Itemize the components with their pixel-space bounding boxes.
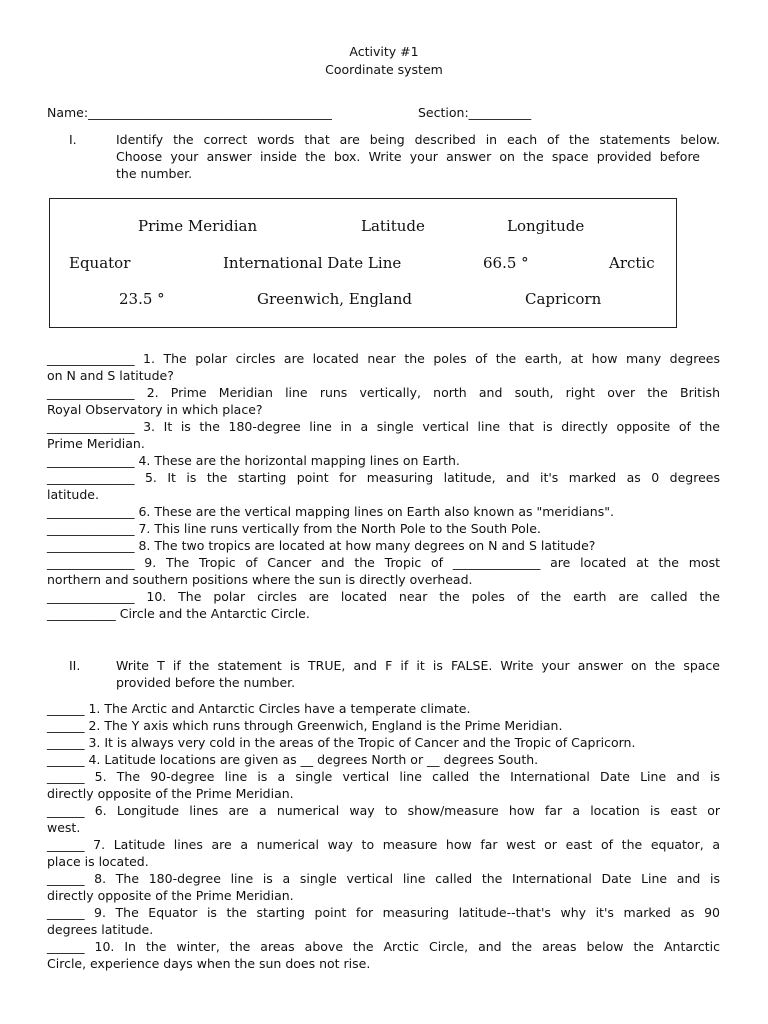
word-bank-item: Capricorn	[525, 290, 602, 308]
part2-statement-line: Circle, experience days when the sun does not rise.	[47, 956, 371, 971]
part2-instruction-line: provided before the number.	[116, 675, 296, 690]
part1-instruction-line: the number.	[116, 166, 193, 181]
word-bank-item: Arctic	[609, 254, 655, 272]
part2-statement-line: ______ 8. The 180-degree line is a single vertical line called the International Date Line and is	[47, 871, 720, 886]
part1-instruction-line: Identify the correct words that are being described in each of the statements below.	[116, 132, 720, 147]
part1-question-line: on N and S latitude?	[47, 368, 174, 383]
part2-statement-line: west.	[47, 820, 81, 835]
part1-numeral: I.	[69, 132, 77, 147]
part2-statement-line: ______ 7. Latitude lines are a numerical way to measure how far west or east of the equator, a	[47, 837, 720, 852]
part1-question-line: ______________ 8. The two tropics are located at how many degrees on N and S latitude?	[47, 538, 596, 553]
part2-statement-line: directly opposite of the Prime Meridian.	[47, 888, 294, 903]
part1-instruction-line: Choose your answer inside the box. Write your answer on the space provided before	[116, 149, 700, 164]
word-bank-item: 23.5 °	[119, 290, 165, 308]
part1-question-line: northern and southern positions where the sun is directly overhead.	[47, 572, 473, 587]
part1-question-line: ______________ 10. The polar circles are located near the poles of the earth are called the	[47, 589, 720, 604]
section-field[interactable]: Section:__________	[418, 105, 532, 120]
word-bank-item: Greenwich, England	[257, 290, 413, 308]
word-bank-item: Prime Meridian	[138, 217, 258, 235]
part1-question-line: ______________ 2. Prime Meridian line runs vertically, north and south, right over the British	[47, 385, 720, 400]
part1-question-line: Royal Observatory in which place?	[47, 402, 263, 417]
part1-question-line: ______________ 6. These are the vertical mapping lines on Earth also known as "meridians".	[47, 504, 614, 519]
name-field[interactable]: Name:_______________________________________	[47, 105, 332, 120]
part1-question-line: Prime Meridian.	[47, 436, 145, 451]
part1-question-line: ___________ Circle and the Antarctic Circle.	[47, 606, 310, 621]
page-subtitle: Coordinate system	[325, 62, 443, 77]
part2-instruction-line: Write T if the statement is TRUE, and F if it is FALSE. Write your answer on the space	[116, 658, 720, 673]
part2-statement-line: ______ 3. It is always very cold in the areas of the Tropic of Cancer and the Tropic of Capricorn.	[47, 735, 636, 750]
part1-question-line: ______________ 4. These are the horizontal mapping lines on Earth.	[47, 453, 460, 468]
word-bank-item: 66.5 °	[483, 254, 529, 272]
part2-statement-line: directly opposite of the Prime Meridian.	[47, 786, 294, 801]
part1-question-line: ______________ 5. It is the starting point for measuring latitude, and it's marked as 0 degrees	[47, 470, 720, 485]
part1-question-line: ______________ 7. This line runs vertically from the North Pole to the South Pole.	[47, 521, 541, 536]
part2-statement-line: ______ 1. The Arctic and Antarctic Circles have a temperate climate.	[47, 701, 471, 716]
part1-question-line: ______________ 9. The Tropic of Cancer and the Tropic of ______________ are located at the most	[47, 555, 720, 570]
part1-question-line: ______________ 3. It is the 180-degree line in a single vertical line that is directly opposite of the	[47, 419, 720, 434]
part2-statement-line: degrees latitude.	[47, 922, 154, 937]
part2-statement-line: ______ 6. Longitude lines are a numerical way to show/measure how far a location is east or	[47, 803, 720, 818]
part2-statement-line: ______ 4. Latitude locations are given as __ degrees North or __ degrees South.	[47, 752, 539, 767]
page-title: Activity #1	[349, 44, 419, 59]
part2-numeral: II.	[69, 658, 81, 673]
word-bank-item: Latitude	[361, 217, 425, 235]
word-bank-item: Longitude	[507, 217, 585, 235]
part2-statement-line: place is located.	[47, 854, 149, 869]
part2-statement-line: ______ 9. The Equator is the starting point for measuring latitude--that's why it's marked as 90	[47, 905, 720, 920]
part2-statement-line: ______ 5. The 90-degree line is a single vertical line called the International Date Line and is	[47, 769, 720, 784]
word-bank-item: International Date Line	[223, 254, 402, 272]
part1-question-line: latitude.	[47, 487, 99, 502]
part2-statement-line: ______ 10. In the winter, the areas above the Arctic Circle, and the areas below the Antarctic	[47, 939, 720, 954]
part1-question-line: ______________ 1. The polar circles are located near the poles of the earth, at how many degrees	[47, 351, 720, 366]
part2-statement-line: ______ 2. The Y axis which runs through Greenwich, England is the Prime Meridian.	[47, 718, 563, 733]
word-bank-item: Equator	[69, 254, 131, 272]
